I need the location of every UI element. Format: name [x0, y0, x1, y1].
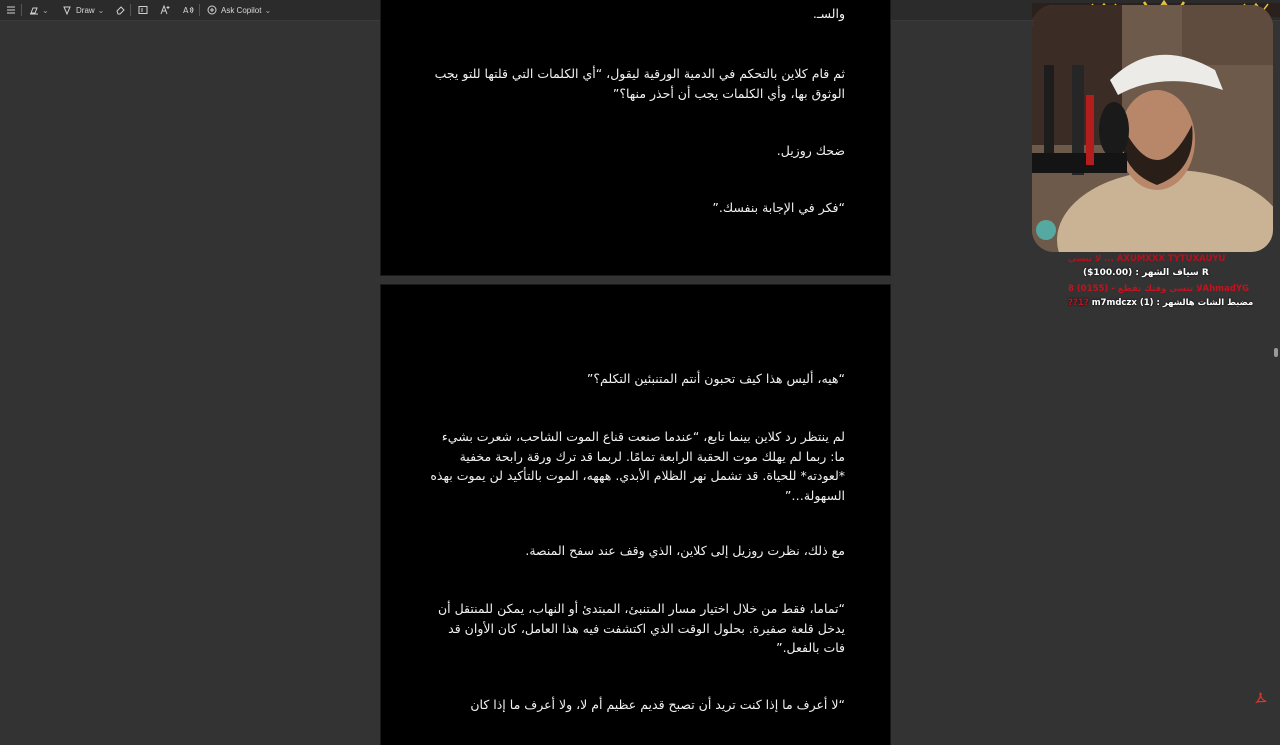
text-box-button[interactable]: [138, 0, 148, 20]
ask-copilot-label: Ask Copilot: [221, 5, 262, 15]
toolbar-divider: [130, 4, 131, 16]
toolbar-divider: [21, 4, 22, 16]
overlay-chatter-name: m7mdczx (1) :: [1091, 298, 1160, 308]
read-aloud-button[interactable]: [183, 0, 194, 20]
add-text-button[interactable]: [160, 0, 170, 20]
overlay-chatter-label: مضبط الشات هالشهر: [1162, 298, 1254, 308]
overlay-message: لا تنسى ... AXUMXXX TYTUXAUYU: [1068, 254, 1226, 264]
page-paragraph: ضحك روزيل.: [776, 143, 845, 158]
chevron-down-icon: ⌄: [42, 5, 49, 15]
svg-text:A: A: [183, 6, 189, 15]
contents-button[interactable]: [6, 0, 16, 20]
contents-icon: [6, 5, 16, 15]
ask-copilot-button[interactable]: [207, 0, 271, 20]
erase-button[interactable]: [115, 0, 125, 20]
page-paragraph: والسـ.: [812, 6, 845, 21]
add-text-icon: [160, 5, 170, 15]
page-paragraph: “فكر في الإجابة بنفسك.”: [712, 200, 845, 215]
overlay-top-chatter: [1068, 298, 1253, 308]
document-page: [381, 0, 890, 275]
read-aloud-icon: [183, 5, 194, 15]
page-paragraph: “لا أعرف ما إذا كنت تريد أن تصبح قديم عظيم أم لا، ولا أعرف ما إذا كان: [470, 697, 845, 712]
chevron-down-icon: ⌄: [264, 5, 272, 15]
page-paragraph: ثم قام كلاين بالتحكم في الدمية الورقية ليقول، “أي الكلمات التي قلتها للتو يجب الوثوق بها، وأي الكلمات يجب أن أحذر منها؟”: [434, 66, 845, 101]
streamer-webcam: [1032, 5, 1273, 252]
highlight-button[interactable]: [29, 0, 49, 20]
page-paragraph: “هيه، أليس هذا كيف تحبون أنتم المتنبئين التكلم؟”: [586, 371, 845, 386]
page-paragraph: “تماما، فقط من خلال اختيار مسار المتنبئ، المبتدئ أو النهاب، يمكن للمنتقل أن يدخل قلعة صفيرة. بحلول الوقت الذي اكتشفت فيه هذا العامل، كان الأوان قد فات بالفعل.”: [437, 601, 845, 655]
document-page: [381, 285, 890, 745]
highlight-icon: [29, 5, 39, 15]
draw-label: Draw: [76, 5, 95, 15]
draw-button[interactable]: [62, 0, 104, 20]
text-box-icon: [138, 5, 148, 15]
pdf-icon: [1255, 692, 1267, 704]
scrollbar-thumb[interactable]: [1274, 348, 1278, 357]
overlay-prefix: ??1?: [1068, 298, 1089, 308]
page-paragraph: مع ذلك، نظرت روزيل إلى كلاين، الذي وقف عند سفح المنصة.: [525, 543, 845, 558]
erase-icon: [115, 5, 125, 15]
page-paragraph: لم ينتظر رد كلاين بينما تابع، “عندما صنعت قناع الموت الشاحب، شعرت بشيء ما: ربما لم يهلك موت الحقبة الرابعة تمامًا. لربما قد ترك ورقة رابحة مخفية *لعودته* للحياة. قد تشمل نهر الظلام الأبدي. هههه، الموت بالتأكيد لن يموت بهذه السهولة…”: [430, 429, 845, 503]
draw-icon: [62, 5, 72, 15]
webcam-feed-image: [1032, 5, 1273, 252]
overlay-message: لا تنسى وقتك تقطع - (0155) 8AhmadYG: [1068, 284, 1249, 294]
toolbar-divider: [199, 4, 200, 16]
overlay-top-donor: سياف الشهر : (100.00$) R: [1083, 268, 1209, 278]
chevron-down-icon: ⌄: [97, 5, 105, 15]
copilot-icon: [207, 5, 217, 15]
